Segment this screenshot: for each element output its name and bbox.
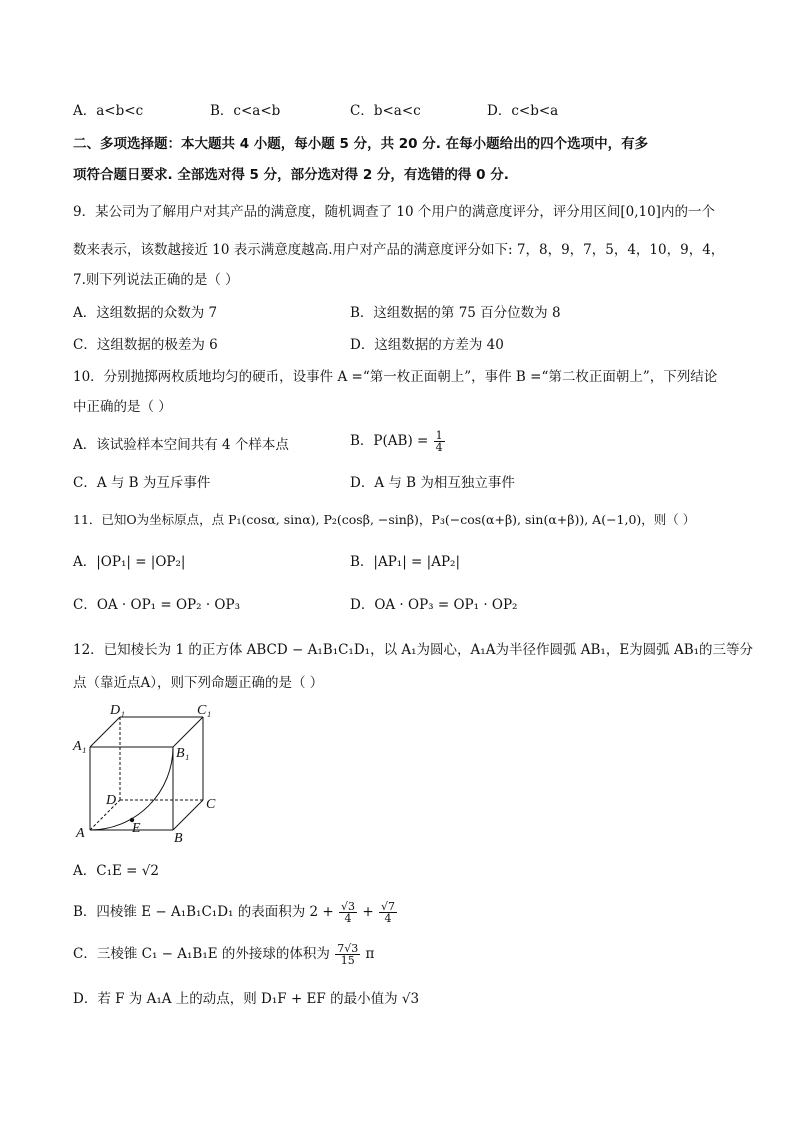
q12-b-fraction1: [339, 901, 357, 924]
q12-b-f2-numerator: √7: [380, 900, 395, 913]
q12-option-c: [73, 943, 374, 966]
q8-option-a: A．a<b<c: [73, 103, 144, 119]
q8-option-c: C．b<a<c: [350, 103, 421, 119]
cube-figure: [70, 700, 230, 850]
q10-option-a: A．该试验样本空间共有 4 个样本点: [73, 437, 289, 453]
section2-heading-line2: 项符合题日要求. 全部选对得 5 分，部分选对得 2 分，有选错的得 0 分.: [73, 167, 509, 183]
q11-option-b: B．|AP₁| = |AP₂|: [350, 554, 460, 570]
q10-option-b: [350, 430, 446, 453]
q12-option-c-prefix: C．三棱锥 C₁ − A₁B₁E 的外接球的体积为: [73, 946, 330, 962]
q12-option-b-prefix: B．四棱锥 E − A₁B₁C₁D₁ 的表面积为 2 +: [73, 904, 334, 920]
label-a1: A₁: [73, 739, 87, 754]
edge-b1-c1: [173, 717, 203, 747]
q10-b-denominator: 4: [435, 441, 443, 454]
q10-option-b-prefix: B．P(AB) =: [350, 433, 429, 449]
label-b1: B₁: [176, 746, 190, 761]
q12-option-b: [73, 901, 398, 924]
q12-b-f1-numerator: √3: [341, 900, 356, 913]
edge-b-c: [173, 800, 203, 830]
q11-option-c: C．OA · OP₁ = OP₂ · OP₃: [73, 597, 240, 613]
q11-option-a: A．|OP₁| = |OP₂|: [73, 554, 186, 570]
q8-option-b: B．c<a<b: [210, 103, 281, 119]
q8-option-d: D．c<b<a: [487, 103, 559, 119]
q12-c-denominator: 15: [340, 954, 355, 967]
q9-option-d: D．这组数据的方差为 40: [350, 337, 504, 353]
label-a: A: [76, 826, 85, 841]
q10-stem-line2: 中正确的是（ ）: [73, 399, 172, 415]
q10-option-d: D．A 与 B 为相互独立事件: [350, 475, 515, 491]
q12-c-fraction: [335, 943, 360, 966]
q12-b-f1-denominator: 4: [344, 912, 352, 925]
label-b: B: [174, 831, 183, 846]
q9-stem-line1: 9．某公司为了解用户对其产品的满意度，随机调查了 10 个用户的满意度评分，评分用区间[0,10]内的一个: [73, 204, 715, 220]
q12-b-fraction2: [379, 901, 397, 924]
q9-option-c: C．这组数据的极差为 6: [73, 337, 218, 353]
q12-b-f2-denominator: 4: [384, 912, 392, 925]
q10-option-b-fraction: [434, 430, 445, 453]
q9-option-b: B．这组数据的第 75 百分位数为 8: [350, 305, 561, 321]
label-d: D: [106, 793, 117, 808]
q11-option-d: D．OA · OP₃ = OP₁ · OP₂: [350, 597, 518, 613]
q12-stem-line1: 12．已知棱长为 1 的正方体 ABCD − A₁B₁C₁D₁，以 A₁为圆心，A₁A为半径作圆弧 AB₁，E为圆弧 AB₁的三等分: [73, 642, 754, 658]
label-e: E: [132, 821, 141, 836]
q12-option-a: A．C₁E = √2: [73, 863, 159, 879]
q9-option-a: A．这组数据的众数为 7: [73, 305, 218, 321]
q12-option-d: D．若 F 为 A₁A 上的动点，则 D₁F + EF 的最小值为 √3: [73, 991, 420, 1007]
edge-a1-d1: [90, 717, 120, 747]
q10-stem-line1: 10．分别抛掷两枚质地均匀的硬币，设事件 A =“第一枚正面朝上”，事件 B =“第二枚正面朝上”，下列结论: [73, 369, 718, 385]
q9-stem-line3: 7.则下列说法正确的是（ ）: [73, 272, 239, 288]
q12-c-numerator: 7√3: [337, 942, 359, 955]
label-c1: C₁: [197, 703, 212, 718]
q12-c-suffix: π: [365, 946, 375, 962]
label-c: C: [206, 797, 216, 812]
q9-stem-line2: 数来表示，该数越接近 10 表示满意度越高.用户对产品的满意度评分如下: 7，8，9，7，5，4，10，9，4，: [73, 242, 725, 258]
q10-option-c: C．A 与 B 为互斥事件: [73, 475, 211, 491]
q12-b-plus: +: [362, 904, 374, 920]
section2-heading-line1: 二、多项选择题：本大题共 4 小题，每小题 5 分，共 20 分. 在每小题给出的四个选项中，有多: [73, 136, 649, 152]
label-d1: D₁: [110, 703, 125, 718]
q10-b-numerator: 1: [435, 429, 443, 442]
q11-stem: 11．已知O为坐标原点，点 P₁(cosα, sinα), P₂(cosβ, −sinβ)，P₃(−cos(α+β), sin(α+β)), A(−1,0)，则（ ）: [73, 512, 696, 527]
q12-stem-line2: 点（靠近点A），则下列命题正确的是（ ）: [73, 675, 324, 691]
